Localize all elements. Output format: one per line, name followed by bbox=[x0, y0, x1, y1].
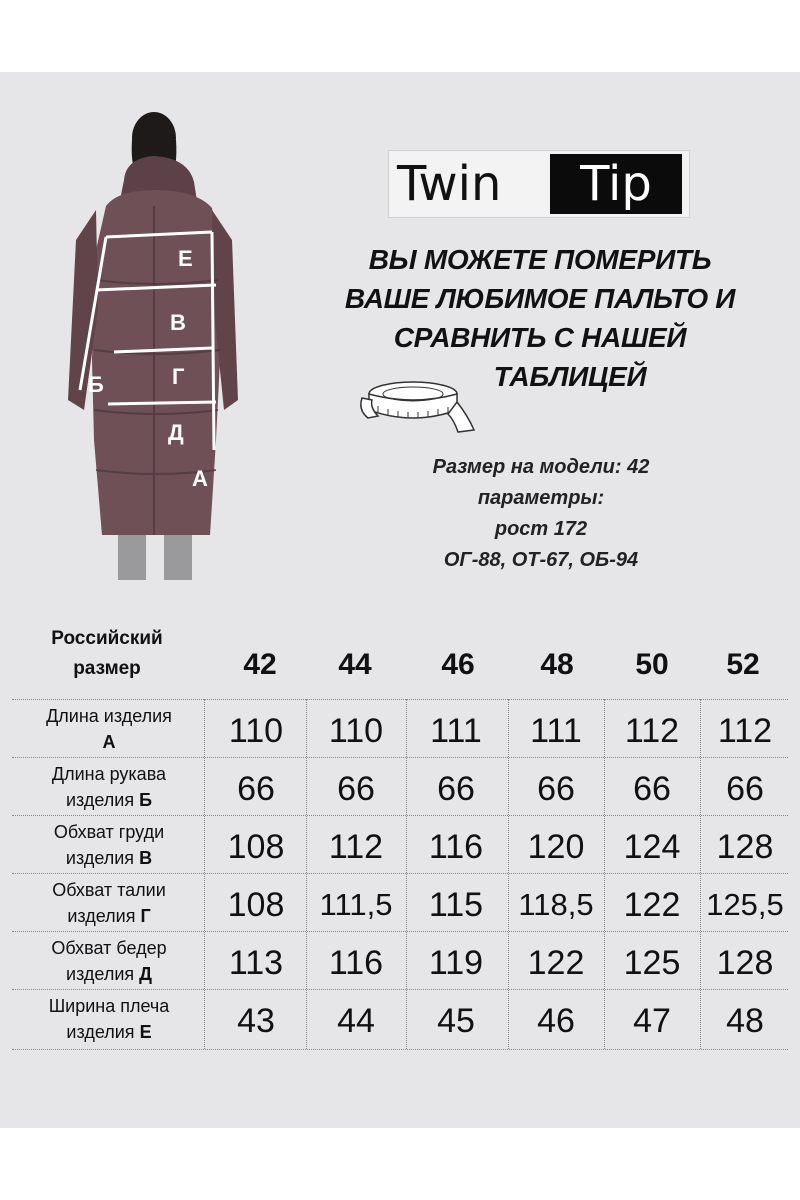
table-cell: 128 bbox=[716, 944, 774, 982]
table-cell: 122 bbox=[623, 886, 681, 924]
row-label-letter: Е bbox=[139, 1022, 152, 1042]
model-info-line: рост 172 bbox=[494, 518, 588, 540]
table-rule bbox=[12, 1049, 788, 1050]
table-cell: 111 bbox=[530, 712, 582, 750]
row-label-sub-text: изделия bbox=[65, 848, 140, 868]
row-label-sub bbox=[14, 787, 204, 813]
table-cell: 116 bbox=[328, 944, 384, 982]
row-label-sub-text: изделия bbox=[67, 906, 141, 926]
table-cell: 120 bbox=[527, 828, 585, 866]
row-label-letter: Б bbox=[139, 790, 153, 810]
table-cell: 124 bbox=[623, 828, 681, 866]
row-label-sub-text: изделия bbox=[66, 1022, 140, 1042]
table-cell: 110 bbox=[228, 712, 284, 750]
table-cell: 43 bbox=[237, 1002, 275, 1040]
tape-measure-icon bbox=[358, 376, 478, 441]
table-cell: 46 bbox=[537, 1002, 575, 1040]
label-V: В bbox=[170, 310, 186, 335]
row-label-letter: Г bbox=[140, 906, 151, 926]
table-cell: 48 bbox=[726, 1002, 764, 1040]
headline-line: ТАБЛИЦЕЙ bbox=[493, 361, 647, 392]
label-E: Е bbox=[178, 246, 193, 271]
table-cell: 66 bbox=[633, 770, 671, 808]
table-cell: 45 bbox=[437, 1002, 475, 1040]
row-label-text: Обхват груди bbox=[53, 822, 165, 842]
row-label bbox=[14, 761, 204, 813]
label-G: Г bbox=[172, 364, 185, 389]
size-header: 52 bbox=[726, 648, 760, 681]
table-rule bbox=[12, 931, 788, 932]
table-rule bbox=[12, 989, 788, 990]
table-cell: 66 bbox=[337, 770, 375, 808]
model-info-line: ОГ-88, ОТ-67, ОБ-94 bbox=[443, 549, 639, 571]
table-rule bbox=[12, 815, 788, 816]
brand-logo bbox=[388, 150, 690, 218]
table-rule bbox=[508, 699, 509, 1049]
table-cell: 111,5 bbox=[319, 887, 393, 922]
row-label-text: Обхват бедер bbox=[51, 938, 167, 958]
table-cell: 47 bbox=[633, 1002, 671, 1040]
row-label-sub-text: изделия bbox=[65, 790, 140, 810]
model-photo bbox=[66, 110, 246, 580]
size-header: 50 bbox=[635, 648, 669, 681]
table-cell: 66 bbox=[726, 770, 764, 808]
headline-line: СРАВНИТЬ С НАШЕЙ bbox=[393, 322, 687, 353]
header-label-line: размер bbox=[73, 658, 141, 679]
table-rule bbox=[204, 699, 205, 1049]
row-label-letter: В bbox=[139, 848, 153, 868]
row-label-sub bbox=[14, 961, 204, 987]
table-cell: 119 bbox=[428, 944, 484, 982]
table-cell: 113 bbox=[228, 944, 284, 982]
row-label-text: Длина рукава bbox=[51, 764, 167, 784]
table-cell: 125,5 bbox=[706, 887, 784, 922]
row-label-sub bbox=[14, 903, 204, 929]
row-label-sub-text: изделия bbox=[66, 964, 140, 984]
table-cell: 115 bbox=[428, 886, 484, 924]
table-cell: 111 bbox=[430, 712, 482, 750]
row-label bbox=[14, 935, 204, 987]
row-label-text: Длина изделия bbox=[46, 706, 172, 726]
brand-name-part2: Tip bbox=[550, 154, 682, 214]
table-rule bbox=[12, 699, 788, 700]
row-label bbox=[14, 993, 204, 1045]
table-cell: 110 bbox=[328, 712, 384, 750]
table-rule bbox=[306, 699, 307, 1049]
label-A: А bbox=[192, 466, 208, 491]
headline bbox=[320, 240, 760, 396]
row-label-letter: Д bbox=[139, 964, 152, 984]
headline-line: ВАШЕ ЛЮБИМОЕ ПАЛЬТО И bbox=[344, 283, 736, 314]
table-cell: 125 bbox=[623, 944, 681, 982]
size-header: 42 bbox=[243, 648, 277, 681]
size-header: 48 bbox=[540, 648, 574, 681]
table-cell: 128 bbox=[716, 828, 774, 866]
table-cell: 116 bbox=[428, 828, 484, 866]
brand-name-part1: Twin bbox=[397, 156, 502, 212]
label-D: Д bbox=[168, 420, 184, 445]
size-header: 44 bbox=[338, 648, 372, 681]
size-header: 46 bbox=[441, 648, 475, 681]
headline-line: ВЫ МОЖЕТЕ ПОМЕРИТЬ bbox=[368, 244, 712, 275]
table-cell: 44 bbox=[337, 1002, 375, 1040]
row-label-sub bbox=[14, 845, 204, 871]
table-cell: 118,5 bbox=[518, 887, 594, 922]
coat-illustration bbox=[66, 110, 246, 580]
table-cell: 66 bbox=[237, 770, 275, 808]
table-cell: 108 bbox=[227, 828, 285, 866]
table-cell: 108 bbox=[227, 886, 285, 924]
table-cell: 122 bbox=[527, 944, 585, 982]
table-rule bbox=[700, 699, 701, 1049]
table-cell: 66 bbox=[437, 770, 475, 808]
table-header-label bbox=[22, 624, 192, 684]
table-rule bbox=[12, 873, 788, 874]
label-B: Б bbox=[88, 372, 104, 397]
table-cell: 112 bbox=[717, 712, 773, 750]
table-rule bbox=[12, 757, 788, 758]
row-label-sub bbox=[14, 729, 204, 755]
table-rule bbox=[406, 699, 407, 1049]
model-info-line: параметры: bbox=[477, 487, 605, 509]
row-label-sub bbox=[14, 1019, 204, 1045]
row-label-text: Ширина плеча bbox=[48, 996, 170, 1016]
model-info-line: Размер на модели: 42 bbox=[432, 456, 650, 478]
table-cell: 66 bbox=[537, 770, 575, 808]
table-cell: 112 bbox=[624, 712, 680, 750]
row-label bbox=[14, 819, 204, 871]
table-cell: 112 bbox=[328, 828, 384, 866]
row-label-text: Обхват талии bbox=[52, 880, 166, 900]
header-label-line: Российский bbox=[51, 628, 163, 649]
table-rule bbox=[604, 699, 605, 1049]
model-info bbox=[366, 452, 716, 576]
row-label-letter: А bbox=[102, 732, 116, 752]
row-label bbox=[14, 877, 204, 929]
row-label bbox=[14, 703, 204, 755]
